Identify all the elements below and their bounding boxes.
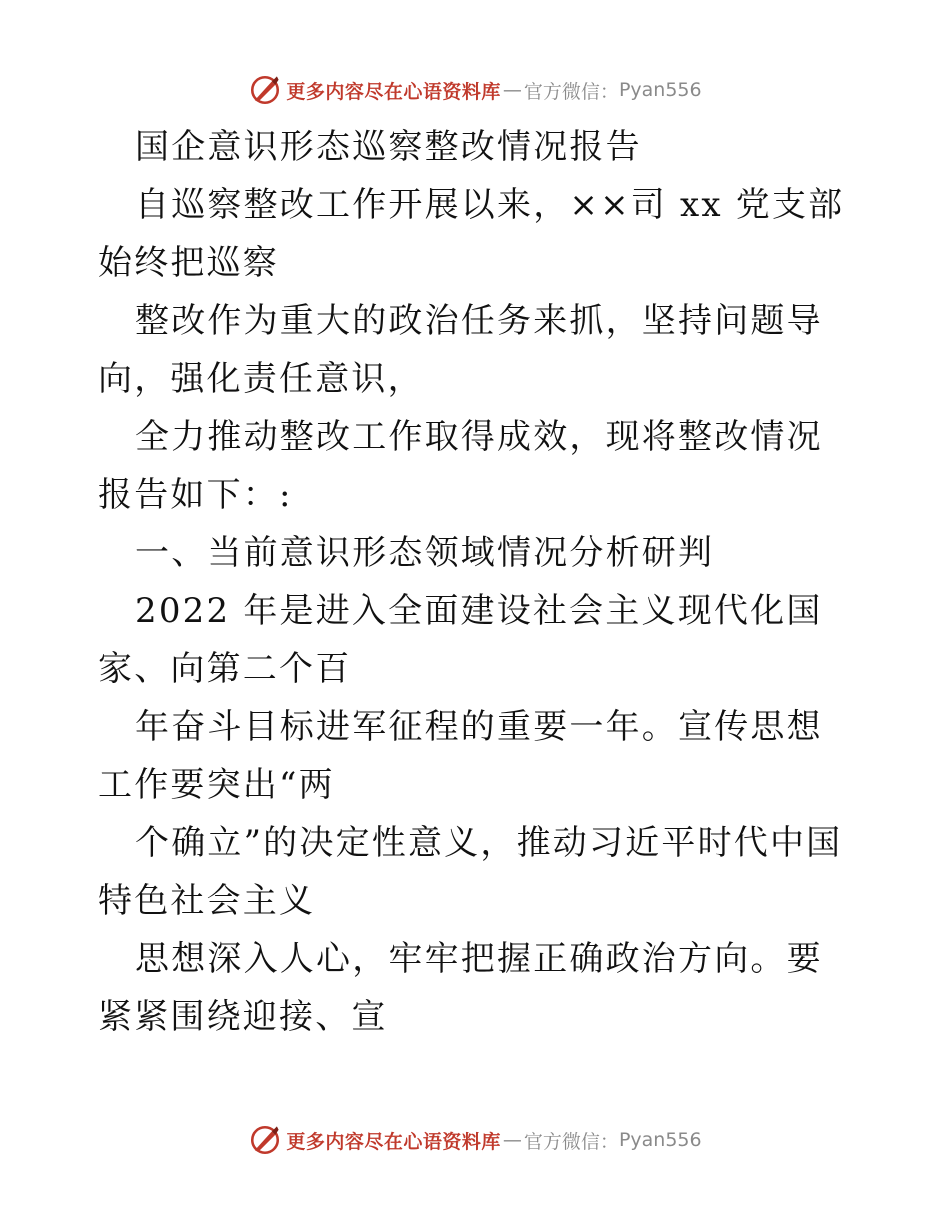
wechat-id: Pyan556: [618, 1129, 702, 1151]
wechat-id: Pyan556: [618, 79, 702, 101]
paragraph: 年奋斗目标进军征程的重要一年。宣传思想工作要突出“两: [98, 707, 823, 805]
pen-logo-icon: [248, 73, 282, 107]
paragraph: 2022 年是进入全面建设社会主义现代化国家、向第二个百: [98, 591, 823, 689]
paragraph: 整改作为重大的政治任务来抓，坚持问题导向，强化责任意识，: [98, 301, 823, 399]
section-heading: 一、当前意识形态领域情况分析研判: [135, 533, 715, 573]
banner-separator: —: [502, 1129, 522, 1151]
paragraph: 个确立”的决定性意义，推动习近平时代中国特色社会主义: [98, 823, 843, 921]
wechat-label: 官方微信：: [523, 80, 619, 103]
header-banner: [0, 70, 950, 110]
footer-banner: [0, 1120, 950, 1160]
paragraph: 自巡察整改工作开展以来，××司 xx 党支部始终把巡察: [98, 185, 845, 283]
paragraph: 全力推动整改工作取得成效，现将整改情况报告如下：:: [98, 417, 823, 515]
banner-separator: —: [502, 79, 522, 101]
paragraph: 思想深入人心，牢牢把握正确政治方向。要紧紧围绕迎接、宣: [98, 939, 823, 1037]
document-body: [98, 118, 858, 1046]
banner-text: 更多内容尽在心语资料库: [286, 1130, 501, 1153]
document-title: 国企意识形态巡察整改情况报告: [135, 127, 642, 167]
wechat-label: 官方微信：: [523, 1130, 619, 1153]
pen-logo-icon: [248, 1123, 282, 1157]
banner-text: 更多内容尽在心语资料库: [286, 80, 501, 103]
